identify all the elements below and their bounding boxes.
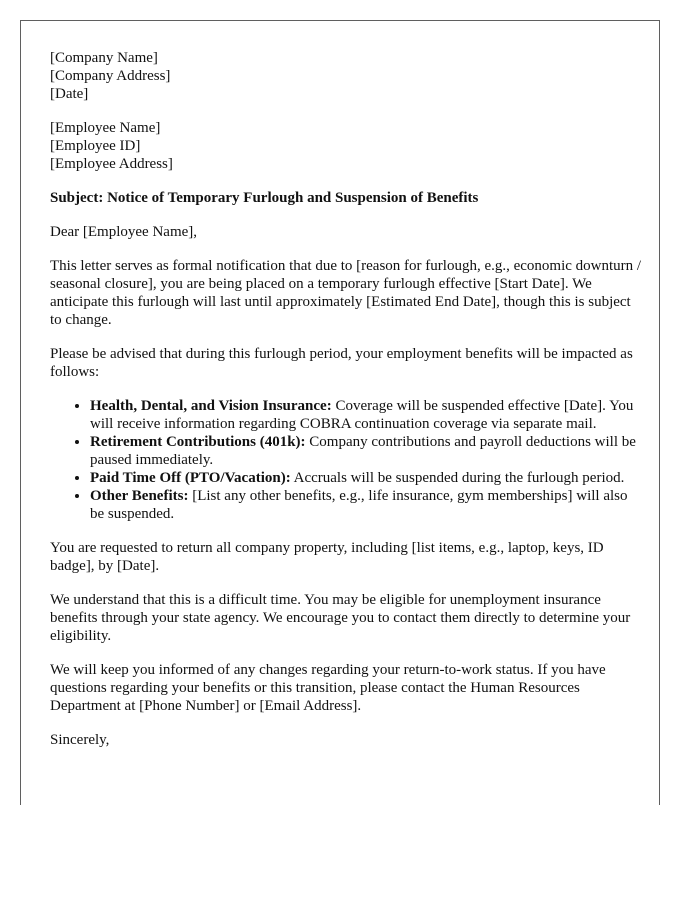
letter-body	[50, 49, 642, 749]
salutation: Dear [Employee Name],	[50, 224, 198, 240]
intro-paragraph: This letter serves as formal notification that due to [reason for furlough, e.g., economic downturn / seasonal closure], you are being placed on a temporary furlough effective [Start Date]. We anticipate this furlough will last until approximately [Estimated End Date], though this is subject to change.	[50, 258, 642, 328]
unemployment-paragraph: We understand that this is a difficult time. You may be eligible for unemployment insurance benefits through your state agency. We encourage you to contact them directly to determine your eligibility.	[50, 592, 631, 644]
benefit-label: Retirement Contributions (401k):	[90, 434, 306, 450]
subject-line: Subject: Notice of Temporary Furlough and Suspension of Benefits	[50, 190, 479, 206]
employee-address: [Employee Address]	[50, 156, 173, 172]
benefit-item-pto	[90, 469, 642, 487]
benefit-label: Paid Time Off (PTO/Vacation):	[90, 470, 291, 486]
benefit-label: Other Benefits:	[90, 488, 189, 504]
benefit-label: Health, Dental, and Vision Insurance:	[90, 398, 332, 414]
letter-page	[20, 20, 660, 805]
closing: Sincerely,	[50, 732, 110, 748]
company-name: [Company Name]	[50, 50, 158, 66]
employee-name: [Employee Name]	[50, 120, 161, 136]
benefit-text: Company contributions and payroll deductions will be paused immediately.	[90, 434, 636, 468]
company-address: [Company Address]	[50, 68, 171, 84]
benefit-text: Accruals will be suspended during the furlough period.	[290, 470, 625, 486]
benefit-item-retirement	[90, 433, 642, 469]
sender-block	[50, 49, 642, 103]
property-paragraph: You are requested to return all company property, including [list items, e.g., laptop, keys, ID badge], by [Date].	[50, 540, 604, 574]
letter-date: [Date]	[50, 86, 89, 102]
benefit-text: Coverage will be suspended effective [Date]. You will receive information regarding COBRA continuation coverage via separate mail.	[90, 398, 634, 432]
benefit-item-health	[90, 397, 642, 433]
employee-id: [Employee ID]	[50, 138, 141, 154]
recipient-block	[50, 119, 642, 173]
benefits-intro-paragraph: Please be advised that during this furlough period, your employment benefits will be impacted as follows:	[50, 346, 633, 380]
benefit-text: [List any other benefits, e.g., life insurance, gym memberships] will also be suspended.	[90, 488, 628, 522]
benefit-item-other	[90, 487, 642, 523]
benefits-list	[50, 397, 642, 523]
contact-paragraph: We will keep you informed of any changes regarding your return-to-work status. If you have questions regarding your benefits or this transition, please contact the Human Resources Department at [Phone Number] or [Email Address].	[50, 662, 606, 714]
